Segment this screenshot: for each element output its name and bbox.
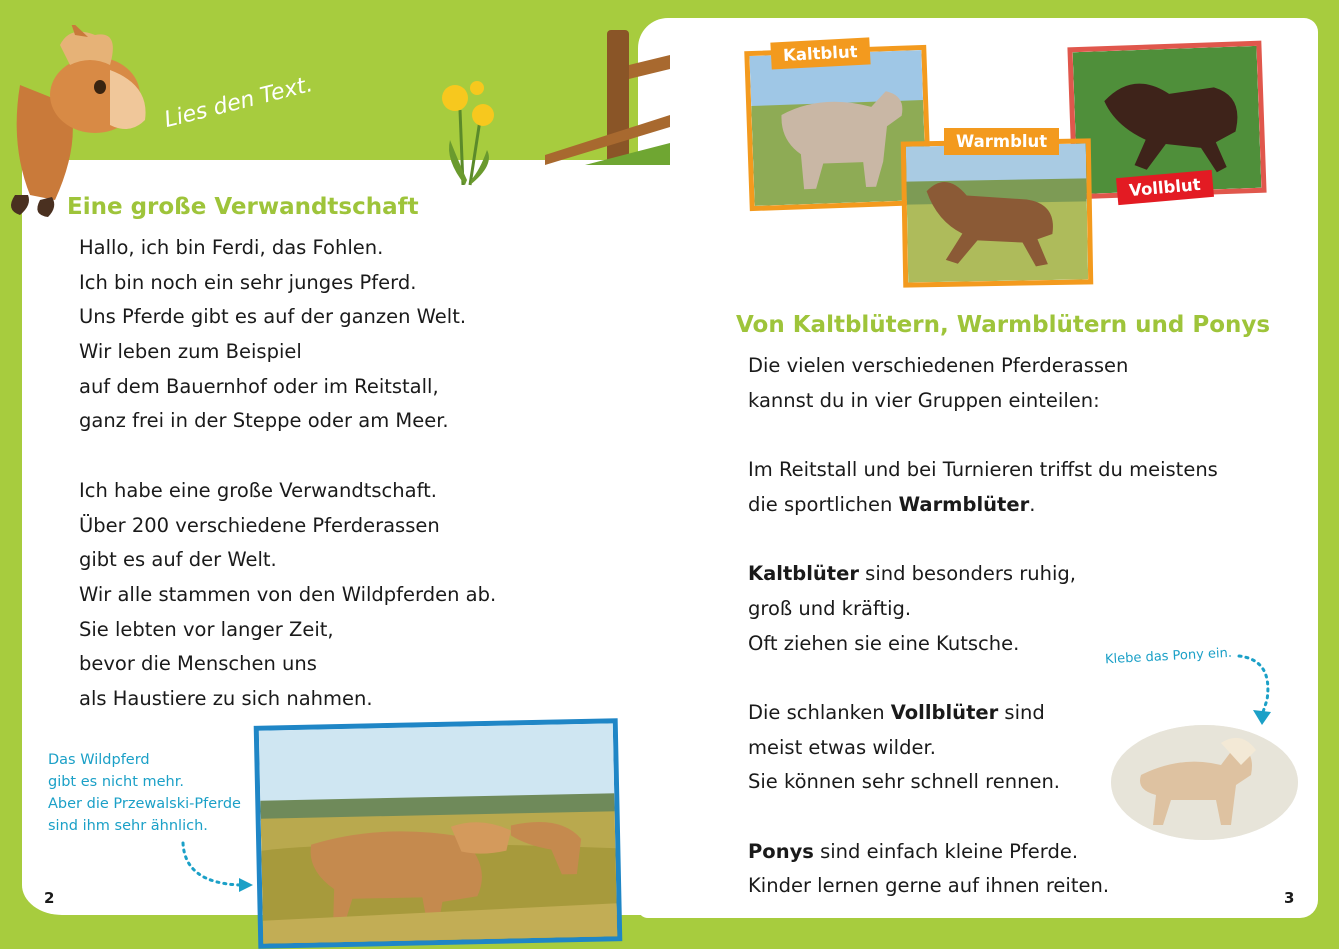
warmblut-photo <box>901 138 1094 287</box>
text-line: kannst du in vier Gruppen einteilen: <box>748 388 1100 412</box>
caption-line: gibt es nicht mehr. <box>48 774 184 790</box>
text-line <box>748 488 1218 523</box>
bold-term-vollblueter: Vollblüter <box>890 700 999 724</box>
text-line: Oft ziehen sie eine Kutsche. <box>748 631 1020 655</box>
text-span: sind <box>998 700 1045 724</box>
bold-term-kaltblueter: Kaltblüter <box>748 562 859 586</box>
fence-illustration <box>545 25 670 165</box>
przewalski-photo <box>254 718 623 949</box>
text-line <box>748 557 1218 592</box>
text-line: Ich bin noch ein sehr junges Pferd. <box>79 270 417 294</box>
text-line: Wir leben zum Beispiel <box>79 340 302 364</box>
text-line: als Haustiere zu sich nahmen. <box>79 686 373 710</box>
caption-line: sind ihm sehr ähnlich. <box>48 818 208 834</box>
right-heading: Von Kaltblütern, Warmblütern und Ponys <box>736 312 1271 338</box>
text-line: Sie können sehr schnell rennen. <box>748 770 1061 794</box>
text-span: . <box>1029 492 1036 516</box>
text-line: Ich habe eine große Verwandtschaft. <box>79 478 437 502</box>
text-line: Kinder lernen gerne auf ihnen reiten. <box>748 874 1110 898</box>
text-line: meist etwas wilder. <box>748 735 936 759</box>
bold-term-ponys: Ponys <box>748 839 814 863</box>
warmblut-tag: Warmblut <box>944 128 1059 155</box>
text-line: groß und kräftig. <box>748 596 912 620</box>
text-span: sind einfach kleine Pferde. <box>813 839 1079 863</box>
text-line: Über 200 verschiedene Pferderassen <box>79 513 440 537</box>
kaltblut-tag: Kaltblut <box>770 37 870 69</box>
text-line: Sie lebten vor langer Zeit, <box>79 617 334 641</box>
dotted-arrow-icon <box>1235 650 1280 728</box>
bold-term-warmblueter: Warmblüter <box>898 492 1030 516</box>
text-line: Hallo, ich bin Ferdi, das Fohlen. <box>79 236 384 259</box>
page-number-right: 3 <box>1284 889 1295 907</box>
page-number-left: 2 <box>44 889 55 907</box>
text-span: Die schlanken <box>748 700 891 724</box>
text-line <box>748 835 1218 870</box>
vollblut-tag: Vollblut <box>1116 170 1214 205</box>
read-instruction: Lies den Text. <box>161 72 316 133</box>
caption-line: Aber die Przewalski-Pferde <box>48 796 241 812</box>
text-line: Die vielen verschiedenen Pferderassen <box>748 354 1129 377</box>
pony-sticker-area[interactable] <box>1111 725 1298 840</box>
dotted-arrow-icon <box>175 838 260 893</box>
dandelion-illustration <box>425 80 505 190</box>
sticker-hint: Klebe das Pony ein. <box>1104 645 1233 668</box>
left-paragraph-1 <box>79 231 496 717</box>
text-line: Uns Pferde gibt es auf der ganzen Welt. <box>79 305 467 329</box>
text-line: gibt es auf der Welt. <box>79 548 277 572</box>
text-line: bevor die Menschen uns <box>79 652 317 676</box>
text-line: Im Reitstall und bei Turnieren triffst du meistens <box>748 458 1218 482</box>
text-line: ganz frei in der Steppe oder am Meer. <box>79 409 449 433</box>
text-line: auf dem Bauernhof oder im Reitstall, <box>79 374 439 398</box>
text-line: Wir alle stammen von den Wildpferden ab. <box>79 582 497 606</box>
text-span: sind besonders ruhig, <box>858 562 1076 586</box>
caption-line: Das Wildpferd <box>48 752 150 768</box>
left-heading: Eine große Verwandtschaft <box>67 194 419 220</box>
text-span: die sportlichen <box>748 492 899 516</box>
text-line <box>748 696 1218 731</box>
wildhorse-caption <box>48 749 241 837</box>
